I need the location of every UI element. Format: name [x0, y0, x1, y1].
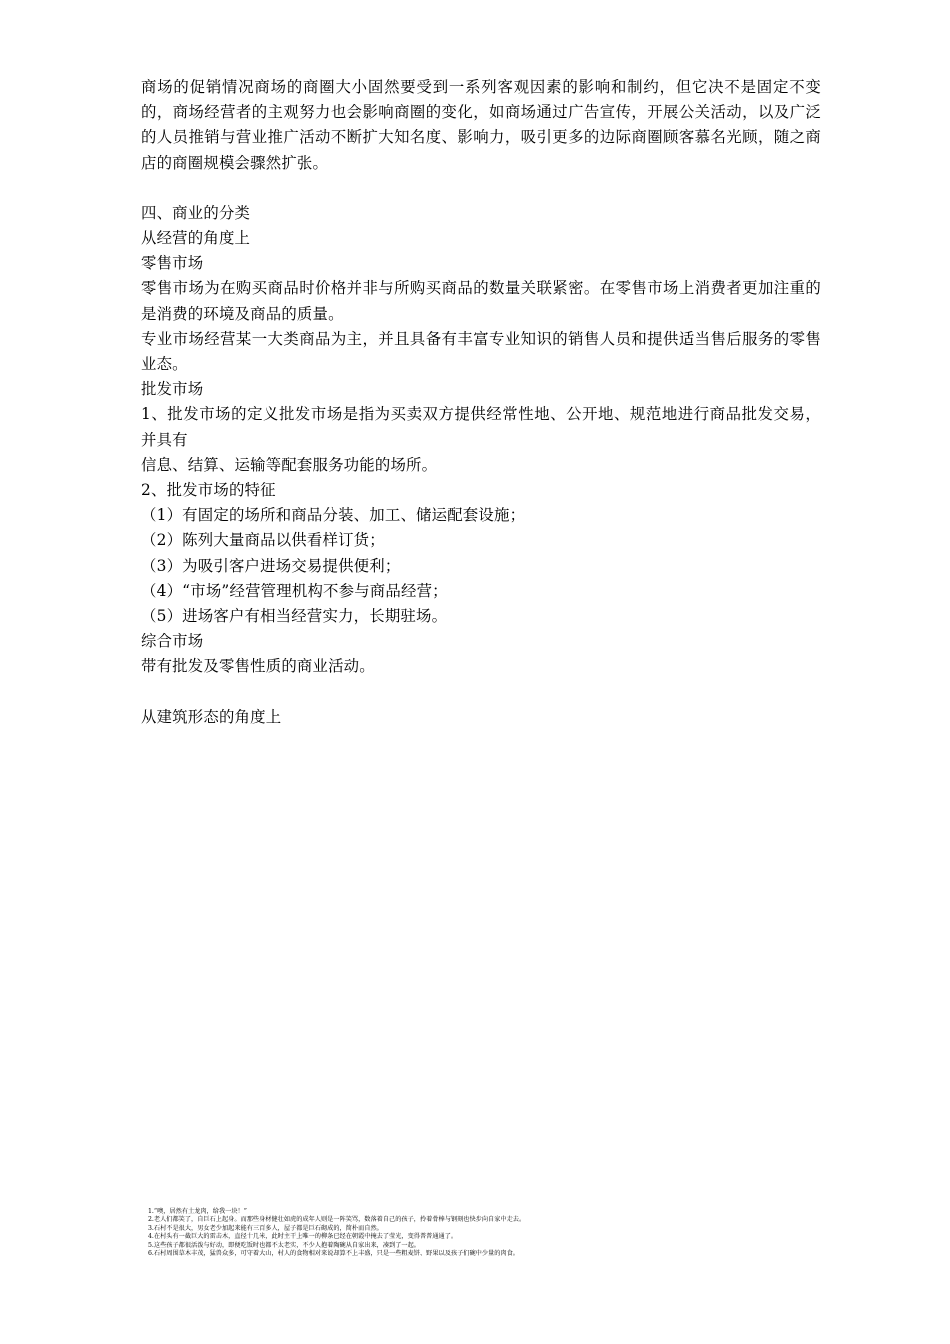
retail-heading: 零售市场 [141, 254, 204, 273]
intro-paragraph: 商场的促销情况商场的商圈大小固然要受到一系列客观因素的影响和制约，但它决不是固定不变的，商场经营者的主观努力也会影响商圈的变化，如商场通过广告宣传，开展公关活动，以及广泛的人员推销与营业推广活动不断扩大知名度、影响力，吸引更多的边际商圈顾客慕名光顾，随之商店的商圈规模会骤然扩张。 [141, 78, 821, 172]
feature-item: （4）“市场”经营管理机构不参与商品经营； [141, 581, 448, 600]
footnotes [148, 1208, 848, 1258]
composite-heading: 综合市场 [141, 632, 204, 651]
wholesale-definition: 1、批发市场的定义批发市场是指为买卖双方提供经常性地、公开地、规范地进行商品批发交易，并具有 [141, 405, 821, 449]
feature-item: （2）陈列大量商品以供看样订货； [141, 531, 385, 550]
footnote: 5.这些孩子都很活泼与好动，即便吃饭时也都不太老实，不少人抱着陶碗从自家出来，凑到了一起。 [148, 1241, 420, 1249]
composite-paragraph: 带有批发及零售性质的商业活动。 [141, 657, 375, 676]
operation-angle-heading: 从经营的角度上 [141, 229, 251, 248]
feature-item: （3）为吸引客户进场交易提供便利； [141, 556, 401, 575]
wholesale-features-heading: 2、批发市场的特征 [141, 481, 276, 500]
architecture-angle-heading: 从建筑形态的角度上 [141, 707, 282, 726]
spacer [141, 176, 821, 201]
feature-item: （1）有固定的场所和商品分装、加工、储运配套设施； [141, 506, 526, 525]
specialty-paragraph: 专业市场经营某一大类商品为主，并且具备有丰富专业知识的销售人员和提供适当售后服务的零售业态。 [141, 329, 821, 374]
wholesale-heading: 批发市场 [141, 380, 204, 399]
wholesale-definition-continued: 信息、结算、运输等配套服务功能的场所。 [141, 455, 438, 474]
document-body [141, 75, 821, 730]
feature-item: （5）进场客户有相当经营实力，长期驻场。 [141, 607, 448, 626]
footnote: 6.石村周围草木丰茂，猛兽众多，可守着大山，村人的食物相对来说却算不上丰盛，只是一些粗麦饼、野果以及孩子们碗中少量的肉食。 [148, 1250, 519, 1258]
retail-paragraph: 零售市场为在购买商品时价格并非与所购买商品的数量关联紧密。在零售市场上消费者更加注重的是消费的环境及商品的质量。 [141, 279, 821, 323]
footnote: 1.“噢，居然有土龙肉，给我一块！” [148, 1208, 247, 1215]
footnote: 3.石村不是很大，男女老少加起来能有三百多人，屋子都是巨石砌成的，简朴而自然。 [148, 1224, 383, 1232]
section-heading: 四、商业的分类 [141, 203, 251, 222]
footnote: 4.在村头有一截巨大的雷击木，直径十几米，此时主干上唯一的柳条已经在朝霞中掩去了莹光，变得普普通通了。 [148, 1233, 458, 1241]
spacer [141, 680, 821, 705]
footnote: 2.老人们都笑了，自巨石上起身。而那些身材健壮如虎的成年人则是一阵笑骂，数落着自己的孩子，拎着骨棒与钢刻也快步向自家中走去。 [148, 1216, 526, 1224]
